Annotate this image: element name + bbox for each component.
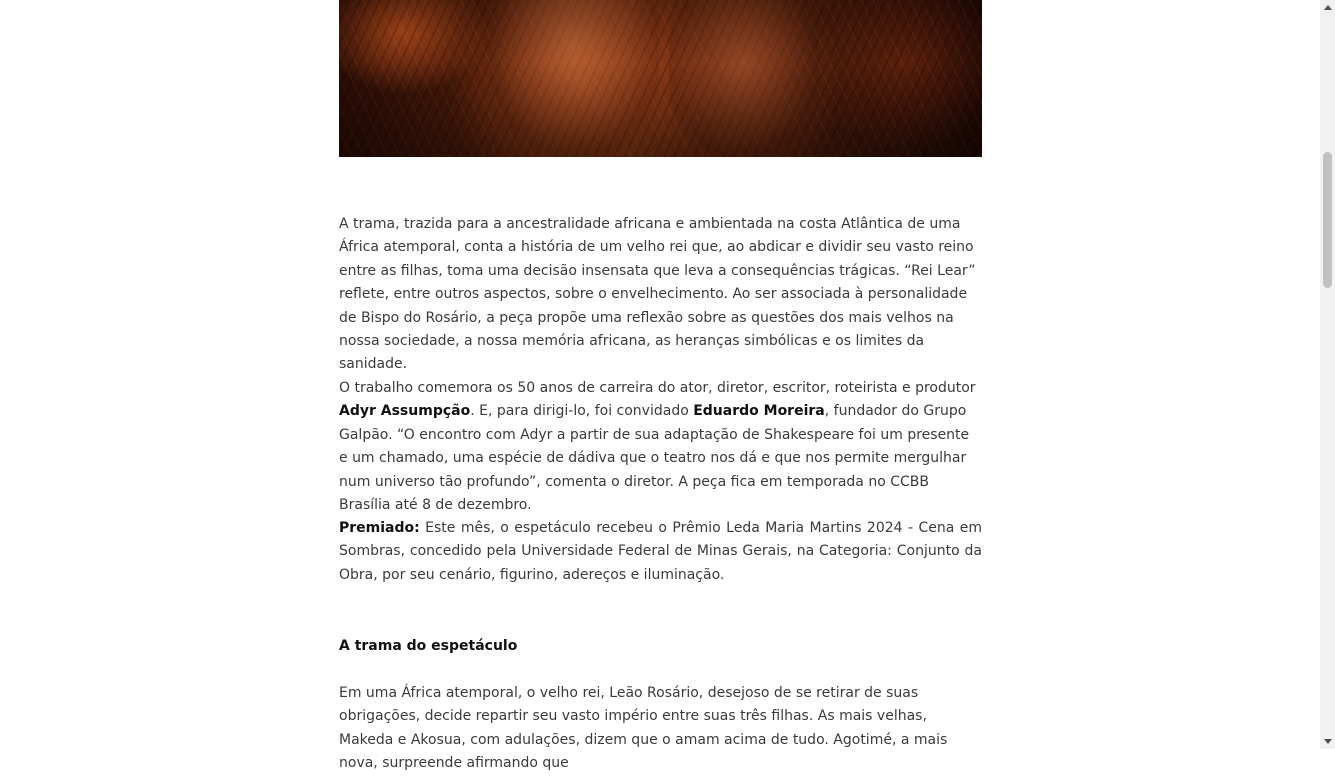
award-label: Premiado:	[339, 520, 420, 536]
paragraph-career	[339, 377, 982, 517]
article-body	[339, 0, 982, 772]
paragraph-2-part1: O trabalho comemora os 50 anos de carreira do ator, diretor, escritor, roteirista e produtor	[339, 380, 976, 396]
actor-name: Adyr Assumpção	[339, 403, 471, 420]
arrow-up-icon[interactable]	[1320, 0, 1335, 15]
section-heading: A trama do espetáculo	[339, 638, 518, 654]
paragraph-1-text: A trama, trazida para a ancestralidade africana e ambientada na costa Atlântica de uma África atemporal, conta a história de um velho rei que, ao abdicar e dividir seu vasto reino entre as filhas, toma uma decisão insensata que leva a consequências trágicas. “Rei Lear” reflete, entre outros aspectos, sobre o envelhecimento. Ao ser associada à personalidade de Bispo do Rosário, a peça propõe uma reflexão sobre as questões dos mais velhos na nossa sociedade, a nossa memória africana, as heranças simbólicas e os limites da sanidade.	[339, 216, 976, 373]
hero-figure-right	[669, 0, 819, 157]
paragraph-3-text: Este mês, o espetáculo recebeu o Prêmio Leda Maria Martins 2024 - Cena em Sombras, concedido pela Universidade Federal de Minas Gerais, na Categoria: Conjunto da Obra, por seu cenário, figurino, adereços e iluminação.	[339, 520, 982, 583]
paragraph-4-text: Em uma África atemporal, o velho rei, Leão Rosário, desejoso de se retirar de suas obrigações, decide repartir seu vasto império entre suas três filhas. As mais velhas, Makeda e Akosua, com adulações, dizem que o amam acima de tudo. Agotimé, a mais nova, surpreende afirmando que	[339, 685, 948, 772]
scrollbar-thumb[interactable]	[1323, 152, 1332, 288]
paragraph-2-part2: . E, para dirigi-lo, foi convidado	[470, 403, 694, 420]
paragraph-2-part3: , fundador do Grupo Galpão. “O encontro com Adyr a partir de sua adaptação de Shakespeare foi um presente e um chamado, uma espécie de dádiva que o teatro nos dá e que nos permite mergulhar num universo tão profundo”, comenta o diretor. A peça fica em temporada no CCBB Brasília até 8 de dezembro.	[339, 403, 970, 514]
page-scrollbar[interactable]	[1320, 0, 1335, 749]
paragraph-plot-summary	[339, 682, 982, 776]
paragraph-plot-intro	[339, 213, 982, 377]
director-name: Eduardo Moreira	[693, 403, 825, 420]
hero-image	[339, 0, 982, 157]
arrow-down-icon[interactable]	[1320, 734, 1335, 749]
hero-figure-left	[489, 0, 659, 157]
paragraph-award	[339, 517, 982, 587]
